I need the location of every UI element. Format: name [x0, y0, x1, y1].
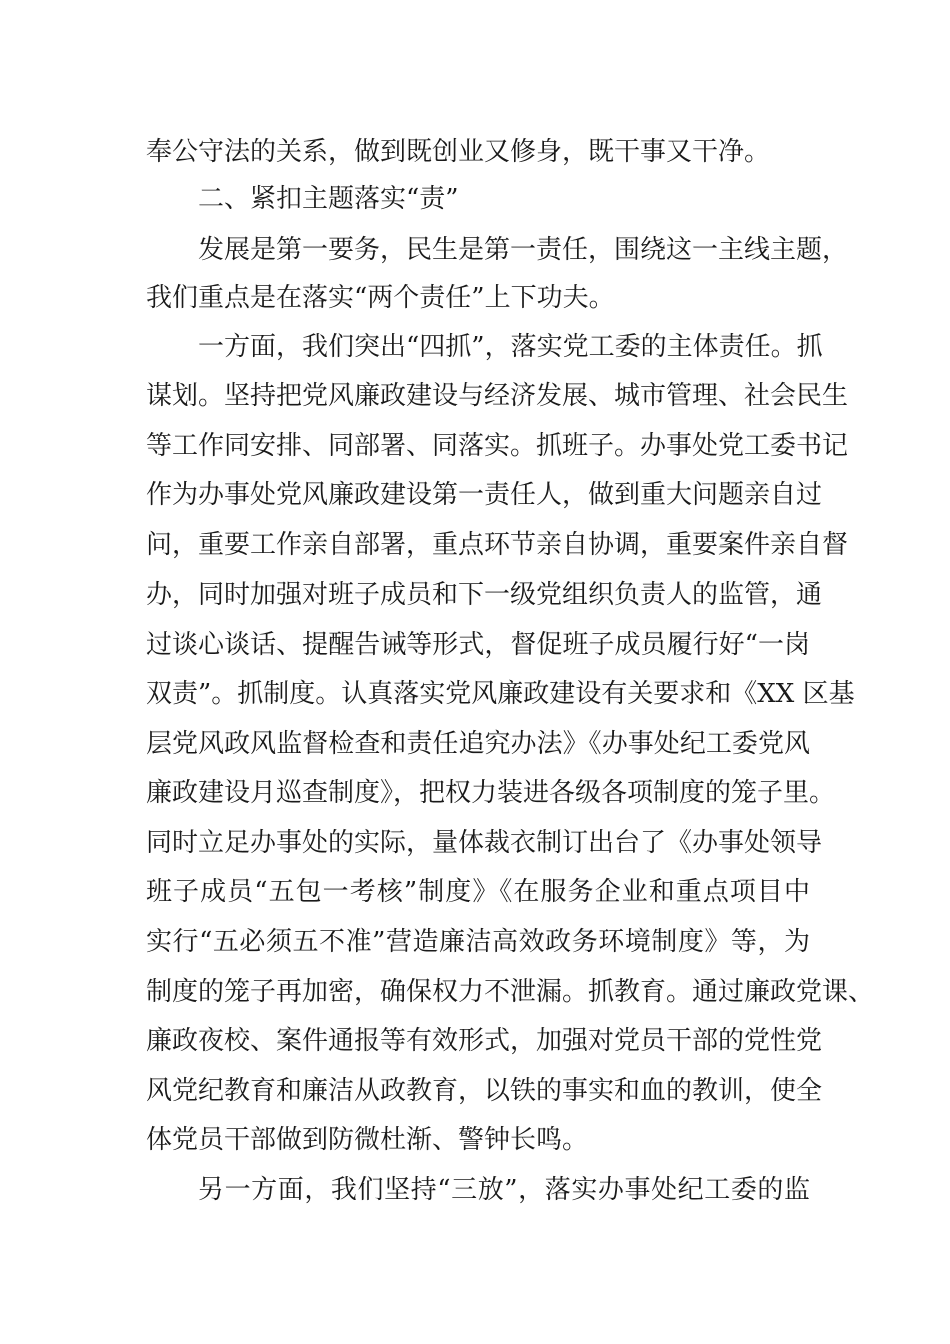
text-line: 过谈心谈话、提醒告诫等形式，督促班子成员履行好“一岗 [146, 630, 810, 660]
text-line: 班子成员“五包一考核”制度》《在服务企业和重点项目中 [146, 877, 810, 907]
text-line: 体党员干部做到防微杜渐、警钟长鸣。 [146, 1125, 589, 1155]
text-line: 双责”。抓制度。认真落实党风廉政建设有关要求和《XX 区基 [146, 679, 855, 709]
text-line: 一方面，我们突出“四抓”，落实党工委的主体责任。抓 [198, 332, 823, 362]
text-line: 层党风政风监督检查和责任追究办法》《办事处纪工委党风 [146, 729, 810, 759]
text-line: 风党纪教育和廉洁从政教育，以铁的事实和血的教训，使全 [146, 1076, 823, 1106]
text-line: 另一方面，我们坚持“三放”，落实办事处纪工委的监 [198, 1175, 810, 1205]
text-line: 问，重要工作亲自部署，重点环节亲自协调，重要案件亲自督 [146, 530, 849, 560]
section-heading: 二、紧扣主题落实“责” [198, 184, 459, 214]
text-line: 等工作同安排、同部署、同落实。抓班子。办事处党工委书记 [146, 431, 849, 461]
text-line: 我们重点是在落实“两个责任”上下功夫。 [146, 283, 615, 313]
text-line: 廉政建设月巡查制度》，把权力装进各级各项制度的笼子里。 [146, 778, 836, 808]
text-line: 奉公守法的关系，做到既创业又修身，既干事又干净。 [146, 137, 771, 167]
text-line: 制度的笼子再加密，确保权力不泄漏。抓教育。通过廉政党课、 [146, 977, 875, 1007]
text-line: 廉政夜校、案件通报等有效形式，加强对党员干部的党性党 [146, 1026, 823, 1056]
text-line: 发展是第一要务，民生是第一责任，围绕这一主线主题， [198, 235, 849, 265]
text-line: 办，同时加强对班子成员和下一级党组织负责人的监管，通 [146, 580, 823, 610]
text-line: 实行“五必须五不准”营造廉洁高效政务环境制度》等，为 [146, 927, 810, 957]
text-line: 作为办事处党风廉政建设第一责任人，做到重大问题亲自过 [146, 480, 823, 510]
text-line: 谋划。坚持把党风廉政建设与经济发展、城市管理、社会民生 [146, 381, 849, 411]
text-line: 同时立足办事处的实际，量体裁衣制订出台了《办事处领导 [146, 828, 823, 858]
